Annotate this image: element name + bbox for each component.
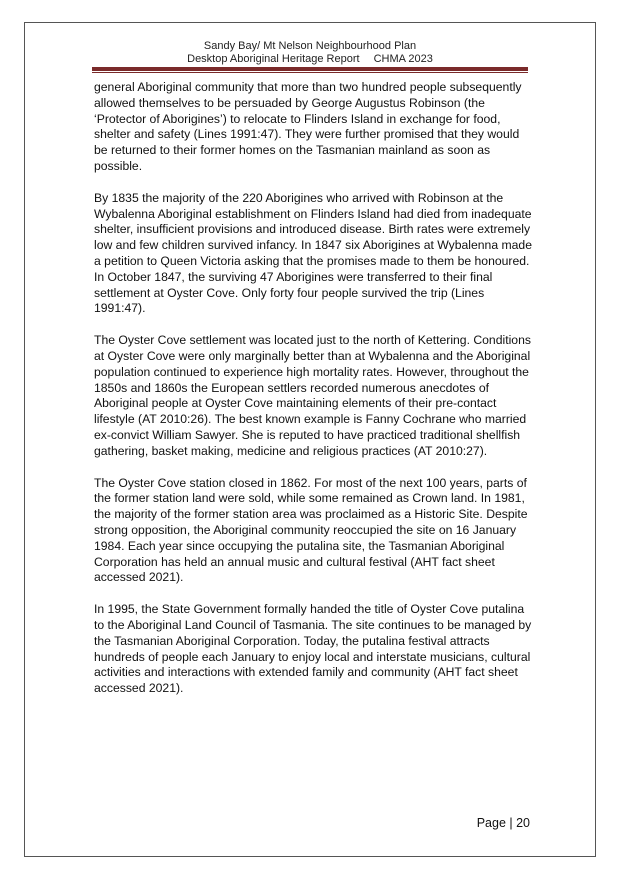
report-author-year: CHMA 2023 — [373, 53, 433, 65]
document-subtitle — [24, 53, 596, 66]
paragraph-1: general Aboriginal community that more than two hundred people subsequently allowed themselves to be persuaded by George Augustus Robinson (the ‘Protector of Aborigines’) to relocate to Flinders Island in exchange for food, shelter and safety (Lines 1991:47). They were further promised that they would be returned to their former homes on the Tasmanian mainland as soon as possible. — [94, 80, 522, 173]
report-name: Desktop Aboriginal Heritage Report — [187, 53, 360, 65]
paragraph-4: The Oyster Cove station closed in 1862. For most of the next 100 years, parts of the former station land were sold, while some remained as Crown land. In 1981, the majority of the former station area was proclaimed as a Historic Site. Despite strong opposition, the Aboriginal community reoccupied the site on 16 January 1984. Each year since occupying the putalina site, the Tasmanian Aboriginal Corporation has held an annual music and cultural festival (AHT fact sheet accessed 2021). — [94, 475, 528, 585]
header-rule — [92, 67, 528, 71]
document-title: Sandy Bay/ Mt Nelson Neighbourhood Plan — [203, 40, 417, 52]
page-number: Page | 20 — [476, 816, 530, 830]
header-rule-thin — [92, 72, 528, 73]
paragraph-2: By 1835 the majority of the 220 Aborigines who arrived with Robinson at the Wybalenna Aboriginal establishment on Flinders Island had died from inadequate shelter, insufficient provisions and introduced disease. Birth rates were extremely low and few children survived infancy. In 1847 six Aborigines at Wybalenna made a petition to Queen Victoria asking that the promises made to them be honoured. In October 1847, the surviving 47 Aborigines were transferred to their final settlement at Oyster Cove. Only forty four people survived the trip (Lines 1991:47). — [94, 190, 532, 316]
body-text — [94, 80, 534, 713]
paragraph-5: In 1995, the State Government formally handed the title of Oyster Cove putalina to the Aboriginal Land Council of Tasmania. The site continues to be managed by the Tasmanian Aboriginal Corporation. Today, the putalina festival attracts hundreds of people each January to enjoy local and interstate musicians, cultural activities and interactions with extended family and community (AHT fact sheet accessed 2021). — [94, 602, 532, 696]
paragraph-3: The Oyster Cove settlement was located just to the north of Kettering. Conditions at Oyster Cove were only marginally better than at Wybalenna and the Aboriginal population continued to experience high mortality rates. However, throughout the 1850s and 1860s the European settlers recorded numerous anecdotes of Aboriginal people at Oyster Cove maintaining elements of their pre-contact lifestyle (AT 2010:26). The best known example is Fanny Cochrane who married ex-convict William Sawyer. She is reputed to have practiced traditional shellfish gathering, basket making, medicine and religious practices (AT 2010:27). — [94, 333, 531, 458]
page-header — [24, 40, 596, 66]
